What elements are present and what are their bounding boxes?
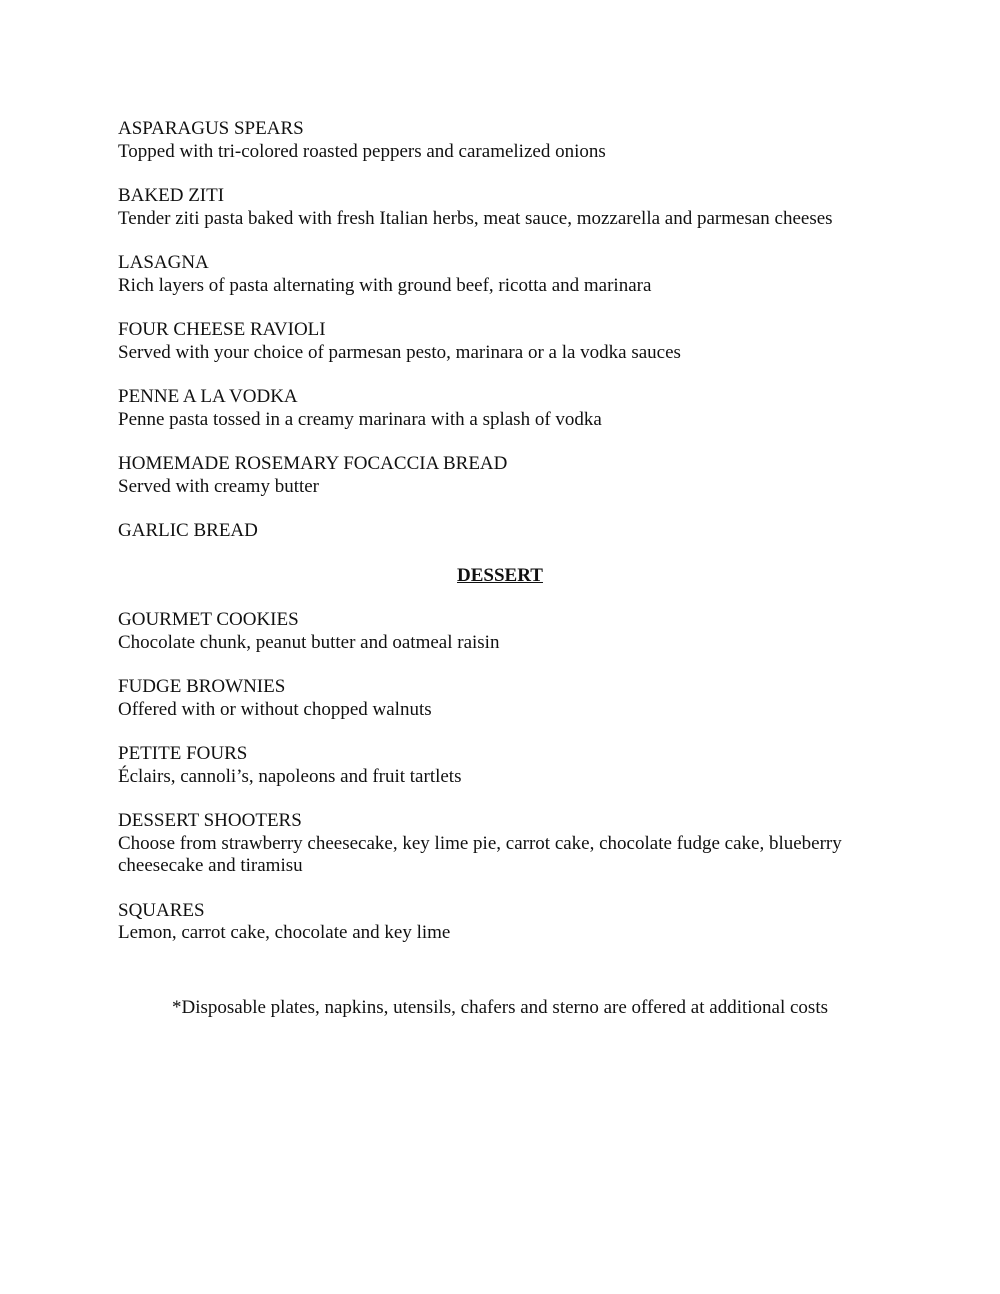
menu-item [118,609,918,654]
menu-item-name: FOUR CHEESE RAVIOLI [118,319,326,340]
dessert-heading: DESSERT [457,564,543,586]
menu-item-description: Served with your choice of parmesan pesto, marinara or a la vodka sauces [118,341,681,363]
menu-item-name: BAKED ZITI [118,185,225,206]
menu-item [118,319,918,364]
menu-item [118,520,918,543]
menu-item-description: Served with creamy butter [118,475,320,497]
menu-item-description: Lemon, carrot cake, chocolate and key lime [118,922,451,943]
menu-item-name: GARLIC BREAD [118,520,258,541]
menu-item [118,386,918,431]
menu-item-name: PETITE FOURS [118,743,248,764]
menu-item-description: Éclairs, cannoli’s, napoleons and fruit tartlets [118,765,462,787]
menu-item-name: ASPARAGUS SPEARS [118,118,304,139]
menu-content [118,118,918,967]
menu-item-name: DESSERT SHOOTERS [118,810,302,831]
menu-item [118,676,918,721]
menu-item [118,900,918,945]
menu-item [118,185,918,230]
menu-item-description: Topped with tri-colored roasted peppers and caramelized onions [118,140,606,162]
menu-item [118,118,918,163]
menu-item-name: LASAGNA [118,252,209,273]
menu-item-description: Tender ziti pasta baked with fresh Italian herbs, meat sauce, mozzarella and parmesan cheeses [118,207,833,229]
menu-item [118,252,918,297]
menu-item-description: Choose from strawberry cheesecake, key lime pie, carrot cake, chocolate fudge cake, blueberry cheesecake and tiramisu [118,832,842,876]
footnote: *Disposable plates, napkins, utensils, chafers and sterno are offered at additional costs [171,997,829,1018]
menu-item [118,810,918,878]
menu-item-name: FUDGE BROWNIES [118,676,286,697]
menu-item [118,453,918,498]
menu-item-description: Rich layers of pasta alternating with ground beef, ricotta and marinara [118,274,652,296]
menu-item-description: Offered with or without chopped walnuts [118,698,432,720]
menu-item-name: HOMEMADE ROSEMARY FOCACCIA BREAD [118,453,508,474]
menu-item-description: Chocolate chunk, peanut butter and oatmeal raisin [118,631,500,653]
menu-item-name: GOURMET COOKIES [118,609,299,630]
menu-item [118,743,918,788]
menu-item-name: PENNE A LA VODKA [118,386,298,407]
menu-item-name: SQUARES [118,899,205,921]
menu-item-description: Penne pasta tossed in a creamy marinara with a splash of vodka [118,408,602,430]
